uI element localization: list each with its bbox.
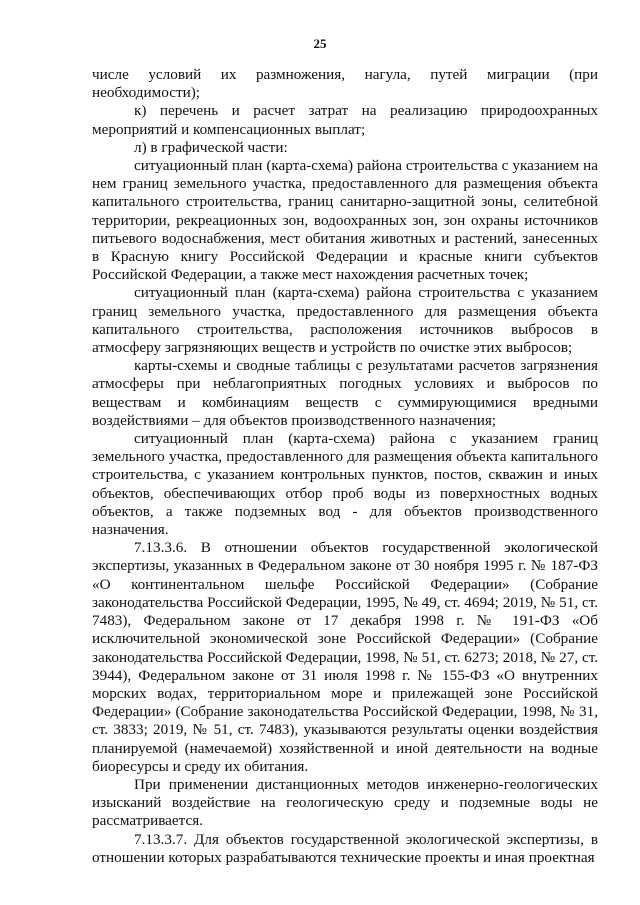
paragraph-situational-plan-3: ситуационный план (карта-схема) района с указанием границ земельного участка, предоставленного для размещения объекта капитального строительства, с указанием контрольных пунктов, постов, скважин и иных объектов, обеспечивающих отбор проб воды из поверхностных водных объектов, а также подземных вод - для объектов производственного назначения. xyxy=(92,430,598,539)
list-item-k: к) перечень и расчет затрат на реализацию природоохранных мероприятий и компенсационных выплат; xyxy=(92,102,598,138)
paragraph-situational-plan-1: ситуационный план (карта-схема) района строительства с указанием на нем границ земельного участка, предоставленного для размещения объекта капитального строительства, границ санитарно-защитной зоны, селитебной территории, рекреационных зон, водоохранных зон, зон охраны источников питьевого водоснабжения, мест обитания животных и растений, занесенных в Красную книгу Российской Федерации и красные книги субъектов Российской Федерации, а также мест нахождения расчетных точек; xyxy=(92,157,598,284)
page-number: 25 xyxy=(313,36,327,51)
clause-7-13-3-7: 7.13.3.7. Для объектов государственной экологической экспертизы, в отношении которых разрабатываются технические проекты и иная проектная xyxy=(92,830,598,866)
paragraph-remote-methods: При применении дистанционных методов инженерно-геологических изысканий воздействие на геологическую среду и подземные воды не рассматривается. xyxy=(92,775,598,830)
list-item-l: л) в графической части: xyxy=(134,138,288,156)
clause-7-13-3-6: 7.13.3.6. В отношении объектов государственной экологической экспертизы, указанных в Федеральном законе от 30 ноября 1995 г. № 187-ФЗ «О континентальном шельфе Российской Федерации» (Собрание законодательства Российской Федерации, 1995, № 49, ст. 4694; 2019, № 51, ст. 7483), Федеральном законе от 17 декабря 1998 г. № 191-ФЗ «Об исключительной экономической зоне Российской Федерации» (Собрание законодательства Российской Федерации, 1998, № 51, ст. 6273; 2018, № 27, ст. 3944), Федеральном законе от 31 июля 1998 г. № 155-ФЗ «О внутренних морских водах, территориальном море и прилежащей зоне Российской Федерации» (Собрание законодательства Российской Федерации, 1998, № 31, ст. 3833; 2019, № 51, ст. 7483), указываются результаты оценки воздействия планируемой (намечаемой) хозяйственной и иной деятельности на водные биоресурсы и среду их обитания. xyxy=(92,539,598,775)
paragraph-continuation: числе условий их размножения, нагула, путей миграции (при необходимости); xyxy=(92,66,598,102)
document-body xyxy=(92,66,598,867)
paragraph-map-schemes: карты-схемы и сводные таблицы с результатами расчетов загрязнения атмосферы при неблагоприятных погодных условиях и выбросов по веществам и комбинациям веществ с суммирующимися вредными воздействиями – для объектов производственного назначения; xyxy=(92,357,598,429)
paragraph-situational-plan-2: ситуационный план (карта-схема) района строительства с указанием границ земельного участка, предоставленного для размещения объекта капитального строительства, расположения источников выбросов в атмосферу загрязняющих веществ и устройств по очистке этих выбросов; xyxy=(92,284,598,357)
